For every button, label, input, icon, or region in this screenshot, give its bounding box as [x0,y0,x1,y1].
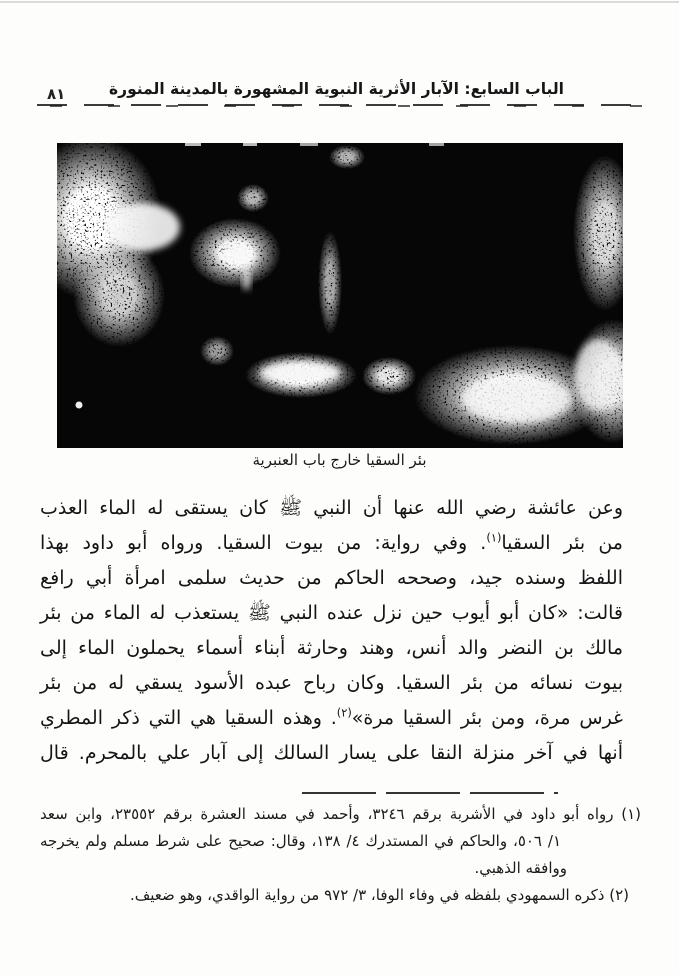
footnote-ref-2: (٢) [336,705,352,720]
body-line-text: . وهذه السقيا هي التي ذكر المطري [40,707,337,729]
body-line-text: بيوت نسائه من بئر السقيا. وكان رباح عبده الأسود يسقي له من بئر [40,672,623,694]
body-line [40,736,623,771]
footnote-1-line-2: ١/ ٥٠٦، والحاكم في المستدرك ٤/ ١٣٨، وقال: صحيح على شرط مسلم ولم يخرجه [40,832,561,850]
footnote-ref-1: (١) [486,530,502,545]
photo-well-suqya [57,143,623,448]
body-paragraph [40,491,623,771]
body-line [40,561,623,596]
photo-caption: بئر السقيا خارج باب العنبرية [252,451,427,469]
scan-edge-artifact [0,1,679,3]
body-line [40,491,623,526]
body-line-text: أنها في آخر منزلة النقا على يسار السالك إلى آبار علي بالمحرم. قال [40,742,623,764]
body-line [40,701,623,736]
body-line-text: من بئر السقيا [501,532,623,554]
body-line [40,666,623,701]
body-line [40,631,623,666]
body-line-text: غرس مرة، ومن بئر السقيا مرة» [351,707,623,729]
photo-image [57,143,623,448]
footnote-separator [302,792,558,794]
footnote-1-line-1: (١) رواه أبو داود في الأشربة برقم ٣٢٤٦، وأحمد في مسند العشرة برقم ٢٣٥٥٢، وابن سعد [40,805,642,823]
body-line-text: قالت: «كان أبو أيوب حين نزل عنده النبي ﷺ يستعذب له الماء من بئر [40,602,623,624]
footnote-2: (٢) ذكره السمهودي بلفظه في وفاء الوفا، ٣/ ٩٧٢ من رواية الواقدي، وهو ضعيف. [129,886,629,904]
body-line-text: اللفظ وسنده جيد، وصححه الحاكم من حديث سلمى امرأة أبي رافع [40,567,623,589]
page-header [31,76,642,104]
body-line-text: مالك بن النضر والد أنس، وهند وحارثة أبناء أسماء يحملون الماء إلى [40,637,623,659]
footnote-1-line-3: ووافقه الذهبي. [474,859,567,877]
chapter-title: الباب السابع: الآبار الأثرية النبوية المشهورة بالمدينة المنورة [109,80,564,98]
body-line [40,526,623,561]
body-line [40,596,623,631]
footnotes [40,801,641,909]
header-rule [37,104,648,107]
body-line-text: . وفي رواية: من بيوت السقيا. ورواه أبو داود بهذا [40,532,487,554]
page-number: ٨١ [47,85,66,103]
body-line-text: وعن عائشة رضي الله عنها أن النبي ﷺ كان يستقى له الماء العذب [40,497,623,519]
